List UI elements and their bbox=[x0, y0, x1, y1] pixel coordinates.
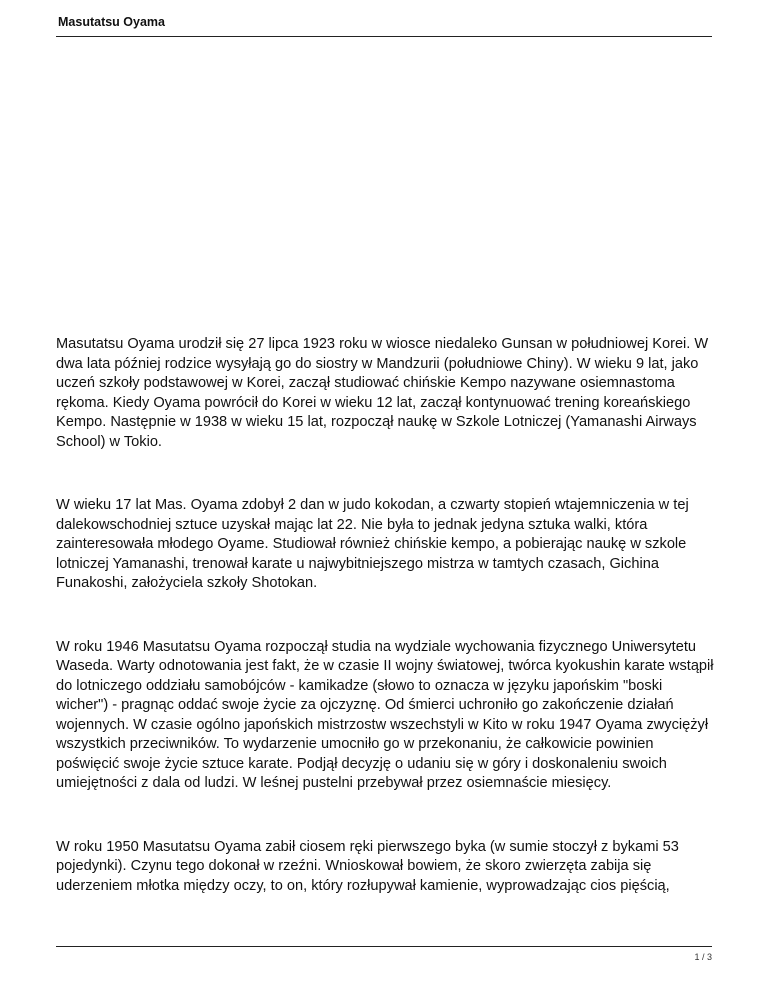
paragraph-3: W roku 1946 Masutatsu Oyama rozpoczął studia na wydziale wychowania fizycznego Uniwersytetu Waseda. Warty odnotowania jest fakt, że w czasie II wojny światowej, twórca kyokushin karate wstąpił do lotniczego oddziału samobójców - kamikadze (słowo to oznacza w języku japońskim "boski wicher") - pragnąc oddać swoje życie za ojczyznę. Od śmierci uchroniło go zakończenie działań wojennych. W czasie ogólno japońskich mistrzostw wszechstyli w Kito w roku 1947 Oyama zwyciężył wszystkich przeciwników. To wydarzenie umocniło go w przekonaniu, że całkowicie powinien poświęcić swoje życie sztuce karate. Podjął decyzję o udaniu się w góry i doskonaleniu swoich umiejętności z dala od ludzi. W leśnej pustelni przebywał przez osiemnaście miesięcy. bbox=[56, 638, 714, 791]
paragraph-1: Masutatsu Oyama urodził się 27 lipca 1923 roku w wiosce niedaleko Gunsan w południowej Korei. W dwa lata później rodzice wysyłają go do siostry w Mandzurii (południowe Chiny). W wieku 9 lat, jako uczeń szkoły podstawowej w Korei, zaczął studiować chińskie Kempo nazywane osiemnastoma rękoma. Kiedy Oyama powrócił do Korei w wieku 12 lat, zaczął kontynuować trening koreańskiego Kempo. Następnie w 1938 w wieku 15 lat, rozpoczął naukę w Szkole Lotniczej (Yamanashi Airways School) w Tokio. bbox=[56, 336, 709, 450]
header-title: Masutatsu Oyama bbox=[58, 15, 165, 29]
paragraph-4: W roku 1950 Masutatsu Oyama zabił ciosem ręki pierwszego byka (w sumie stoczył z bykami 53 pojedynki). Czynu tego dokonał w rzeźni. Wnioskował bowiem, że skoro zwierzęta zabija się uderzeniem młotka między oczy, to on, który rozłupywał kamienie, wyprowadzając cios pięścią, bbox=[56, 838, 679, 894]
document-body bbox=[56, 335, 716, 896]
page-header bbox=[56, 10, 712, 37]
page-number: 1 / 3 bbox=[694, 952, 712, 962]
paragraph-2: W wieku 17 lat Mas. Oyama zdobył 2 dan w judo kokodan, a czwarty stopień wtajemniczenia w tej dalekowschodniej sztuce uzyskał mając lat 22. Nie była to jednak jedyna sztuka walki, która zainteresowała młodego Oyame. Studiował również chińskie kempo, a pobierając naukę w szkole lotniczej Yamanashi, trenował karate u najwybitniejszego mistrza w tamtych czasach, Gichina Funakoshi, założyciela szkoły Shotokan. bbox=[56, 497, 689, 591]
page-footer bbox=[56, 946, 712, 962]
